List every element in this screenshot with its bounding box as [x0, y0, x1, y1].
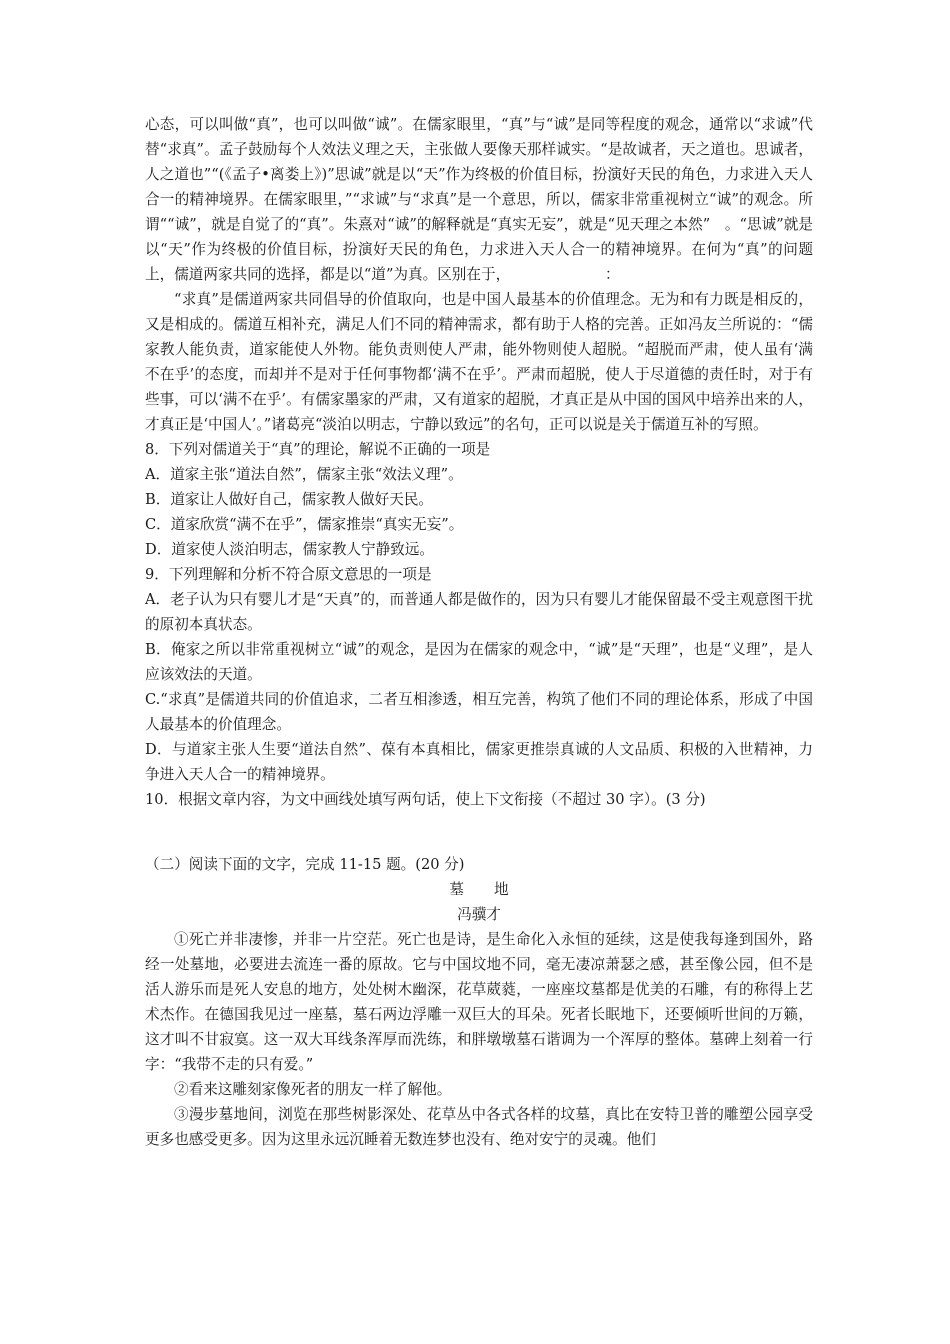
question-8-option-a: A．道家主张“道法自然”，儒家主张“效法义理”。 — [145, 466, 463, 483]
question-9-option-a: A．老子认为只有婴儿才是“天真”的，而普通人都是做作的，因为只有婴儿才能保留最不受主观意图干扰的原初本真状态。 — [145, 591, 813, 633]
question-9-option-d: D．与道家主张人生要“道法自然”、葆有本真相比，儒家更推崇真诚的人文品质、积极的入世精神，力争进入天人合一的精神境界。 — [145, 741, 813, 783]
article-title: 墓地 — [449, 881, 539, 898]
question-10: 10．根据文章内容，为文中画线处填写两句话，使上下文衔接（不超过 30 字）。(3 分) — [145, 791, 706, 808]
document-body — [145, 112, 813, 1152]
question-8-option-b: B．道家让人做好自己，儒家教人做好天民。 — [145, 491, 434, 508]
question-8-stem: 8．下列对儒道关于“真”的理论，解说不正确的一项是 — [145, 441, 491, 458]
section-heading: （二）阅读下面的文字，完成 11-15 题。(20 分) — [145, 856, 465, 873]
article-paragraph: ③漫步墓地间，浏览在那些树影深处、花草丛中各式各样的坟墓，真比在安特卫普的雕塑公园享受更多也感受更多。因为这里永远沉睡着无数连梦也没有、绝对安宁的灵魂。他们 — [145, 1106, 813, 1148]
blank-space — [145, 812, 813, 852]
passage-paragraph: “求真”是儒道两家共同倡导的价值取向，也是中国人最基本的价值理念。无为和有力既是相反的，又是相成的。儒道互相补充，满足人们不同的精神需求，都有助于人格的完善。正如冯友兰所说的：“儒家教人能负责，道家能使人外物。能负责则使人严肃，能外物则使人超脱。“超脱而严肃，使人虽有‘满不在乎’的态度，而却并不是对于任何事物都‘满不在乎’。严肃而超脱，使人于尽道德的责任时，对于有些事，可以‘满不在乎’。有儒家墨家的严肃，又有道家的超脱，才真正是从中国的国风中培养出来的人，才真正是‘中国人’。”诸葛亮“淡泊以明志，宁静以致远”的名句，正可以说是关于儒道互补的写照。 — [145, 291, 813, 433]
article-paragraph: ①死亡并非凄惨，并非一片空茫。死亡也是诗，是生命化入永恒的延续，这是使我每逢到国外，路经一处墓地，必要进去流连一番的原故。它与中国坟地不同，毫无凄凉萧瑟之感，甚至像公园，但不是活人游乐而是死人安息的地方，处处树木幽深，花草葳蕤，一座座坟墓都是优美的石雕，有的称得上艺术杰作。在德国我见过一座墓，墓石两边浮雕一双巨大的耳朵。死者长眠地下，还要倾听世间的万籁，这才叫不甘寂寞。这一双大耳线条浑厚而洗练，和胖墩墩墓石谐调为一个浑厚的整体。墓碑上刻着一行字：“我带不走的只有爱。” — [145, 931, 813, 1073]
question-9-stem: 9．下列理解和分析不符合原文意思的一项是 — [145, 566, 432, 583]
question-9-option-b: B．俺家之所以非常重视树立“诚”的观念，是因为在儒家的观念中，“诚”是“天理”，也是“义理”，是人应该效法的天道。 — [145, 641, 813, 683]
question-9-option-c: C.“求真”是儒道共同的价值追求，二者互相渗透，相互完善，构筑了他们不同的理论体系，形成了中国人最基本的价值理念。 — [145, 691, 813, 733]
article-author: 冯骥才 — [457, 906, 501, 923]
question-8-option-c: C．道家欣赏“满不在乎”，儒家推崇“真实无妄”。 — [145, 516, 464, 533]
question-8-option-d: D．道家使人淡泊明志，儒家教人宁静致远。 — [145, 541, 434, 558]
article-paragraph: ②看来这雕刻家像死者的朋友一样了解他。 — [174, 1081, 452, 1098]
passage-paragraph: 心态，可以叫做“真”，也可以叫做“诚”。在儒家眼里，“真”与“诚”是同等程度的观念，通常以“求诚”代替“求真”。孟子鼓励每个人效法义理之天，主张做人要像天那样诚实。“是故诚者，天之道也。思诚者，人之道也”“(《孟子•离娄上》)”思诚”就是以“天”作为终极的价值目标，扮演好天民的角色，力求进入天人合一的精神境界。在儒家眼里，”“求诚”与“求真”是一个意思，所以，儒家非常重视树立“诚”的观念。所谓““诚”，就是自觉了的“真”。朱熹对“诚”的解释就是“真实无妄”，就是“见天理之本然” 。“思诚”就是以“天”作为终极的价值目标，扮演好天民的角色，力求进入天人合一的精神境界。在何为“真”的问题上，儒道两家共同的选择，都是以“道”为真。区别在于， ： — [145, 116, 813, 283]
